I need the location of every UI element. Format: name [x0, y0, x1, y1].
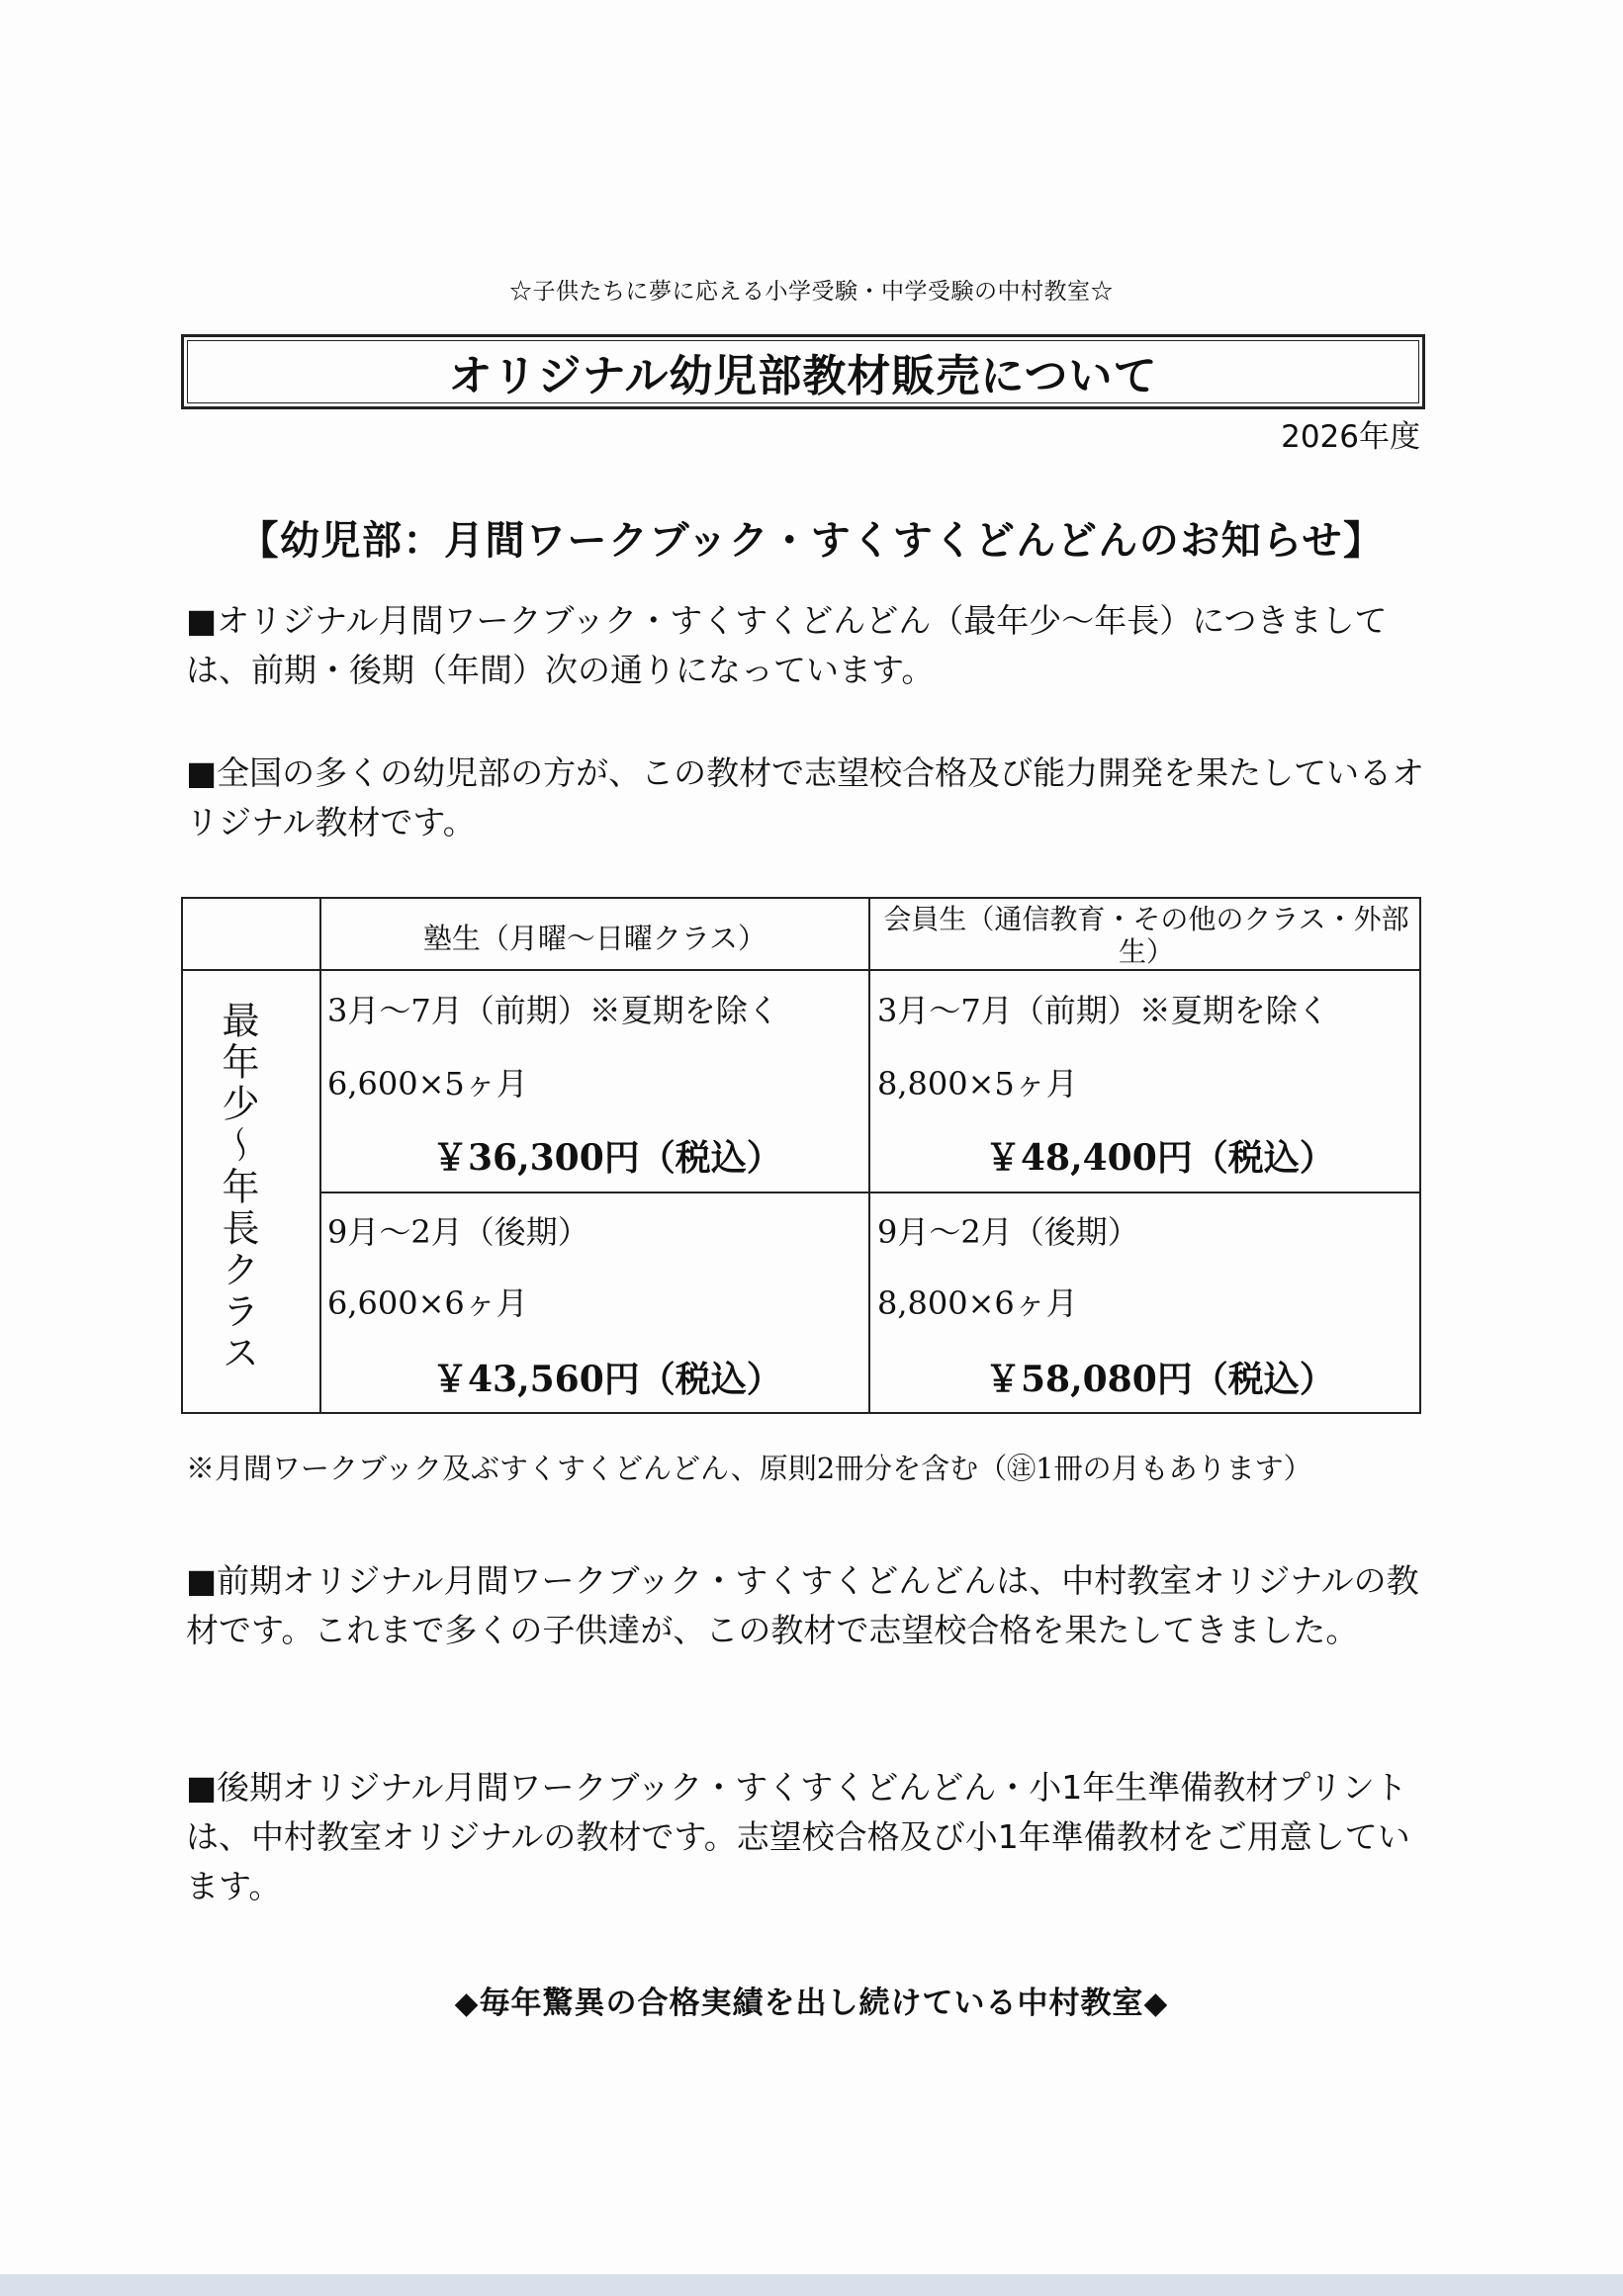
table-row-divider	[319, 1192, 1421, 1193]
member-first-period: 3月～7月（前期）※夏期を除く	[877, 992, 1329, 1029]
table-border-top	[181, 897, 1421, 899]
price-table	[181, 897, 1421, 1414]
table-header-divider	[181, 969, 1421, 971]
header-juku: 塾生（月曜～日曜クラス）	[422, 922, 767, 955]
table-note: ※月間ワークブック及ぶすくすくどんどん、原則2冊分を含む（㊟1冊の月もあります）	[186, 1452, 1312, 1485]
header-member: 会員生（通信教育・その他のクラス・外部生）	[883, 903, 1409, 968]
member-first-calc: 8,800×5ヶ月	[877, 1065, 1078, 1103]
table-border-bottom	[181, 1412, 1421, 1414]
fiscal-year: 2026年度	[1281, 419, 1420, 455]
juku-second-period: 9月～2月（後期）	[327, 1213, 589, 1251]
title-box-inner	[187, 340, 1419, 403]
footer-slogan: ◆毎年驚異の合格実績を出し続けている中村教室◆	[454, 1986, 1169, 2021]
first-period-paragraph: ■前期オリジナル月間ワークブック・すくすくどんどんは、中村教室オリジナルの教材です。これまで多くの子供達が、この教材で志望校合格を果たしてきました。	[186, 1561, 1419, 1649]
intro-paragraph-2: ■全国の多くの幼児部の方が、この教材で志望校合格及び能力開発を果たしているオリジナル教材です。	[186, 753, 1425, 841]
page-title: オリジナル幼児部教材販売について	[448, 351, 1158, 401]
juku-second-calc: 6,600×6ヶ月	[327, 1284, 528, 1322]
juku-first-price: ￥36,300円（税込）	[432, 1137, 782, 1179]
member-first-price: ￥48,400円（税込）	[985, 1137, 1335, 1179]
member-second-calc: 8,800×6ヶ月	[877, 1284, 1078, 1322]
intro-paragraph-1: ■オリジナル月間ワークブック・すくすくどんどん（最年少～年長）につきましては、前期・後期（年間）次の通りになっています。	[186, 601, 1388, 689]
table-border-right	[1419, 897, 1421, 1414]
table-col-divider-2	[868, 897, 870, 1414]
juku-first-period: 3月～7月（前期）※夏期を除く	[327, 992, 779, 1029]
juku-first-calc: 6,600×5ヶ月	[327, 1065, 528, 1103]
scan-edge	[0, 2274, 1623, 2296]
section-title: 【幼児部：月間ワークブック・すくすくどんどんのお知らせ】	[238, 518, 1385, 564]
juku-second-price: ￥43,560円（税込）	[432, 1359, 782, 1400]
table-col-divider-1	[319, 897, 321, 1414]
member-second-period: 9月～2月（後期）	[877, 1213, 1139, 1251]
table-border-left	[181, 897, 183, 1414]
member-second-price: ￥58,080円（税込）	[985, 1359, 1335, 1400]
second-period-paragraph: ■後期オリジナル月間ワークブック・すくすくどんどん・小1年生準備教材プリントは、中村教室オリジナルの教材です。志望校合格及び小1年準備教材をご用意しています。	[186, 1768, 1410, 1905]
title-box	[181, 334, 1425, 409]
tagline: ☆子供たちに夢に応える小学受験・中学受験の中村教室☆	[509, 279, 1114, 305]
row-label-class: 最年少～年長クラス	[216, 1001, 259, 1374]
